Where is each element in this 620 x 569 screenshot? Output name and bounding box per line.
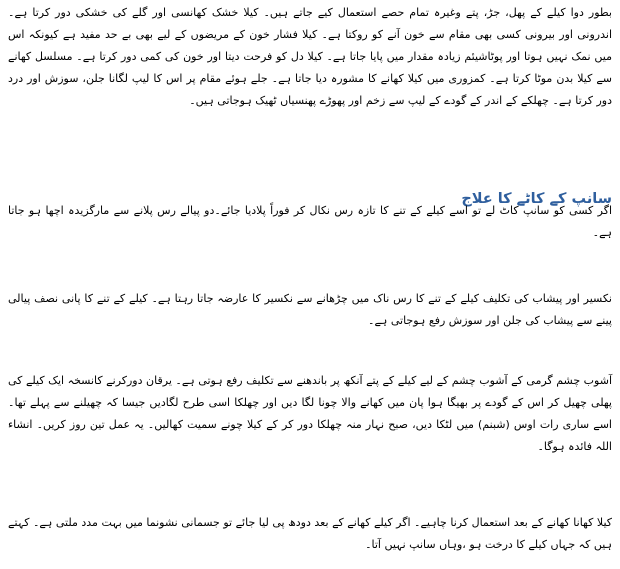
nosebleed-paragraph: نکسیر اور پیشاب کی تکلیف کیلے کے تنے کا رس ناک میں چڑھانے سے نکسیر کا عارضہ جاتا رہتا ہے۔ کیلے کے تنے کا پانی نصف پیالی پینے سے پیشاب کی جلن اور سوزش رفع ہوجاتی ہے۔	[8, 292, 612, 327]
intro-paragraph: بطور دوا کیلے کے پھل، جڑ، پتے وغیرہ تمام حصے استعمال کیے جاتے ہیں۔ کیلا خشک کھانسی اور گلے کی خشکی دور کرتا ہے۔ اندرونی اور بیرونی کسی بھی مقام سے خون آنے کو روکتا ہے۔ کیلا فشار خون کے مریضوں کے لیے بھی بے حد مفید ہے کیونکہ اس میں نمک نہیں ہوتا اور پوٹاشیئم زیادہ مقدار میں پایا جاتا ہے۔ کیلا دل کو فرحت دیتا اور خون کی کمی دور کرتا ہے۔ مسلسل کھانے سے کیلا بدن موٹا کرتا ہے۔ کمزوری میں کیلا کھانے کا مشورہ دیا جاتا ہے۔ جلے ہوئے مقام پر اس کا لیپ لگانا جلن، سوزش اور درد دور کرتا ہے۔ چھلکے کے اندر کے گودے کے لیپ سے زخم اور پھوڑے پھنسیاں ٹھیک ہوجاتی ہیں۔	[8, 6, 612, 107]
snakebite-paragraph: اگر کسی کو سانپ کاٹ لے تو اسے کیلے کے تنے کا تازہ رس نکال کر فوراً پلادیا جائے۔دو پیالے رس پلانے سے مارگزیدہ اچھا ہو جاتا ہے۔	[8, 204, 612, 239]
closing-paragraph: کیلا کھانا کھانے کے بعد استعمال کرنا چاہیے۔ اگر کیلے کھانے کے بعد دودھ پی لیا جائے تو جسمانی نشونما میں بہت مدد ملتی ہے۔ کہتے ہیں کہ جہاں کیلے کا درخت ہو ،وہاں سانپ نہیں آتا۔	[8, 516, 612, 551]
section-heading: سانپ کے کاٹے کا علاج	[461, 191, 612, 208]
eye-remedy-paragraph: آشوب چشم گرمی کے آشوب چشم کے لیے کیلے کے پتے آنکھ پر باندھنے سے تکلیف رفع ہوتی ہے۔ یرقان دورکرنے کانسخہ ایک کیلے کی پھلی چھیل کر اس کے گودے پر بھیگا ہوا پان میں کھانے والا چونا لگا دیں اور چھلکا اسی طرح لگادیں جیسا کہ چھیلنے سے پہلے تھا۔ اسے ساری رات اوس (شبنم) میں لٹکا دیں، صبح نہار منہ چھلکا دور کر کے کیلا چونے سمیت کھالیں۔ یہ عمل تین روز کریں۔ انشاء اللہ فائدہ ہوگا۔	[8, 374, 612, 453]
